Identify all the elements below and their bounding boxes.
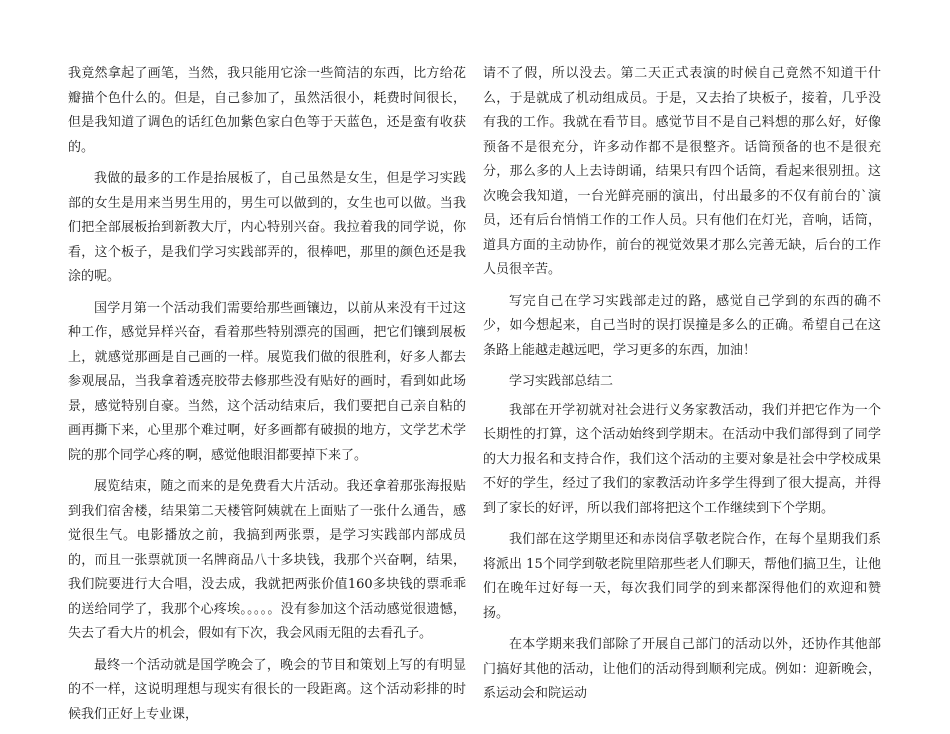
paragraph: 在本学期来我们部除了开展自己部门的活动以外，还协作其他部门搞好其他的活动，让他们的活动得到顺利完成。例如：迎新晚会，系运动会和院运动 [483,637,881,701]
paragraph: 最终一个活动就是国学晚会了，晚会的节目和策划上写的有明显的不一样，这说明理想与现实有很长的一段距离。这个活动彩排的时候我们正好上专业课， [68,657,466,722]
section-heading: 学习实践部总结二 [509,374,614,389]
paragraph: 我部在开学初就对社会进行义务家教活动，我们并把它作为一个长期性的打算，这个活动始终到学期末。在活动中我们部得到了同学的大力报名和支持合作，我们这个活动的主要对象是社会中学校成果不好的学生，经过了我们的家教活动许多学生得到了很大提高，并得到了家长的好评，所以我们部将把这个工作继续到下个学期。 [483,402,881,516]
left-column [68,62,466,734]
right-column [483,62,881,714]
paragraph: 展览结束，随之而来的是免费看大片活动。我还拿着那张海报贴到我们宿舍楼，结果第二天楼管阿姨就在上面贴了一张什么通告，感觉很生气。电影播放之前，我搞到两张票，是学习实践部内部成员的，而且一张票就顶一名牌商品八十多块钱，我那个兴奋啊，结果，我们院要进行大合唱，没去成，我就把两张价值160多块钱的票乖乖的送给同学了，我那个心疼埃。。。。。没有参加这个活动感觉很遗憾，失去了看大片的机会，假如有下次，我会风雨无阻的去看孔子。 [68,479,466,641]
paragraph: 国学月第一个活动我们需要给那些画镶边，以前从来没有干过这种工作，感觉异样兴奋，看着那些特别漂亮的国画，把它们镶到展板上，就感觉那画是自己画的一样。展览我们做的很胜利，好多人都去参观展品，当我拿着透亮胶带去修那些没有贴好的画时，看到如此场景，感觉特别自豪。当然，这个活动结束后，我们要把自己亲自粘的画再撕下来，心里那个难过啊，好多画都有破损的地方，文学艺术学院的那个同学心疼的啊，感觉他眼泪都要掉下来了。 [68,300,466,463]
paragraph: 我竟然拿起了画笔，当然，我只能用它涂一些简洁的东西，比方给花瓣描个色什么的。但是，自己参加了，虽然活很小，耗费时间很长，但是我知道了调色的话红色加紫色家白色等于天蓝色，还是蛮有收获的。 [68,66,466,155]
paragraph: 写完自己在学习实践部走过的路，感觉自己学到的东西的确不少，如今想起来，自己当时的误打误撞是多么的正确。希望自己在这条路上能越走越远吧，学习更多的东西，加油！ [483,293,881,358]
paragraph: 我做的最多的工作是抬展板了，自己虽然是女生，但是学习实践部的女生是用来当男生用的，男生可以做到的，女生也可以做。当我们把全部展板抬到新教大厅，内心特别兴奋。我拉着我的同学说，你看，这个板子，是我们学习实践部弄的，很棒吧，那里的颜色还是我涂的呢。 [68,171,466,284]
paragraph: 我们部在这学期里还和赤岗信孚敬老院合作，在每个星期我们系将派出 15个同学到敬老院里陪那些老人们聊天，帮他们搞卫生，让他们在晚年过好每一天，每次我们同学的到来都深得他们的欢迎和赞扬。 [483,532,881,621]
paragraph: 请不了假，所以没去。第二天正式表演的时候自己竟然不知道干什么，于是就成了机动组成员。于是，又去抬了块板子，接着，几乎没有我的工作。我就在看节目。感觉节目不是自己料想的那么好，好像预备不是很充分，许多动作都不是很整齐。话筒预备的也不是很充分，那么多的人上去诗朗诵，结果只有四个话筒，看起来很别扭。这次晚会我知道，一台光鲜亮丽的演出，付出最多的不仅有前台的`演员，还有后台悄悄工作的工作人员。只有他们在灯光，音响，话筒，道具方面的主动协作，前台的视觉效果才那么完善无缺，后台的工作人员很辛苦。 [483,66,881,277]
